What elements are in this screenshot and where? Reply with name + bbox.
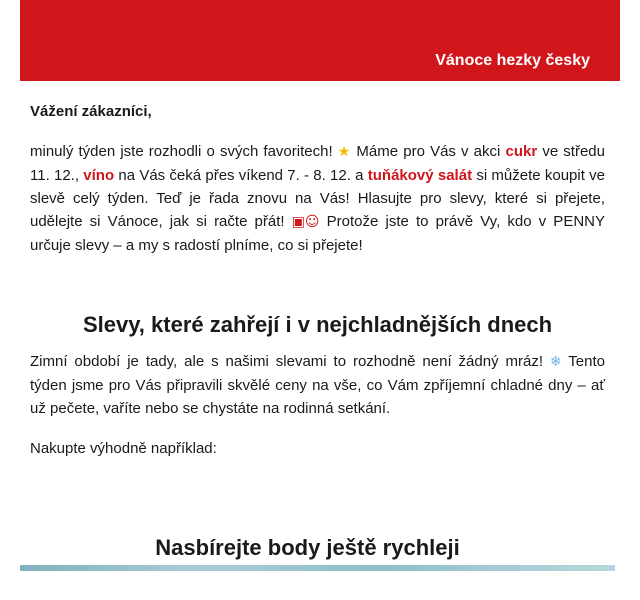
- section-heading-discounts: Slevy, které zahřejí i v nejchladnějších dnech: [82, 312, 553, 337]
- buy-text: Nakupte výhodně například:: [30, 440, 217, 457]
- winter-text-2: Tento týden jsme pro Vás připravili skvělé ceny na vše, co Vám zpříjemní chladné dny – ať už pečete, vaříte nebo se chystáte na rodinná setkání.: [30, 353, 606, 417]
- email-header-banner: [20, 0, 620, 81]
- greeting: Vážení zákazníci,: [30, 103, 152, 120]
- winter-paragraph: [30, 350, 605, 420]
- snowflake-icon: ❄: [549, 354, 562, 370]
- intro-paragraph: [30, 140, 605, 257]
- santa-icon: ☺: [304, 214, 320, 230]
- header-title: Vánoce hezky česky: [435, 52, 590, 69]
- intro-text-3: ve středu 11. 12.,: [30, 143, 605, 184]
- gift-icon: ▣: [291, 214, 305, 230]
- winter-text-1: Zimní období je tady, ale s našimi slevami to rozhodně není žádný mráz!: [30, 353, 550, 370]
- intro-text-5: si můžete koupit ve slevě celý týden. Teď je řada znovu na Vás! Hlasujte pro slevy, které si přejete, udělejte si Vánoce, jak si račte přát!: [30, 167, 606, 230]
- intro-text-4: na Vás čeká přes víkend 7. - 8. 12. a: [114, 167, 368, 184]
- intro-text-2: Máme pro Vás v akci: [351, 143, 506, 160]
- points-banner-image[interactable]: [20, 565, 615, 571]
- highlight-cukr: cukr: [505, 143, 538, 160]
- section-heading-points: Nasbírejte body ještě rychleji: [155, 535, 460, 560]
- intro-text-1: minulý týden jste rozhodli o svých favoritech!: [30, 143, 338, 160]
- highlight-vino: víno: [83, 167, 115, 184]
- star-icon: ★: [337, 144, 352, 160]
- highlight-tunakovy-salat: tuňákový salát: [367, 167, 473, 184]
- intro-text-6: Protože jste to právě Vy, kdo v PENNY určuje slevy – a my s radostí plníme, co si přejete!: [30, 213, 605, 254]
